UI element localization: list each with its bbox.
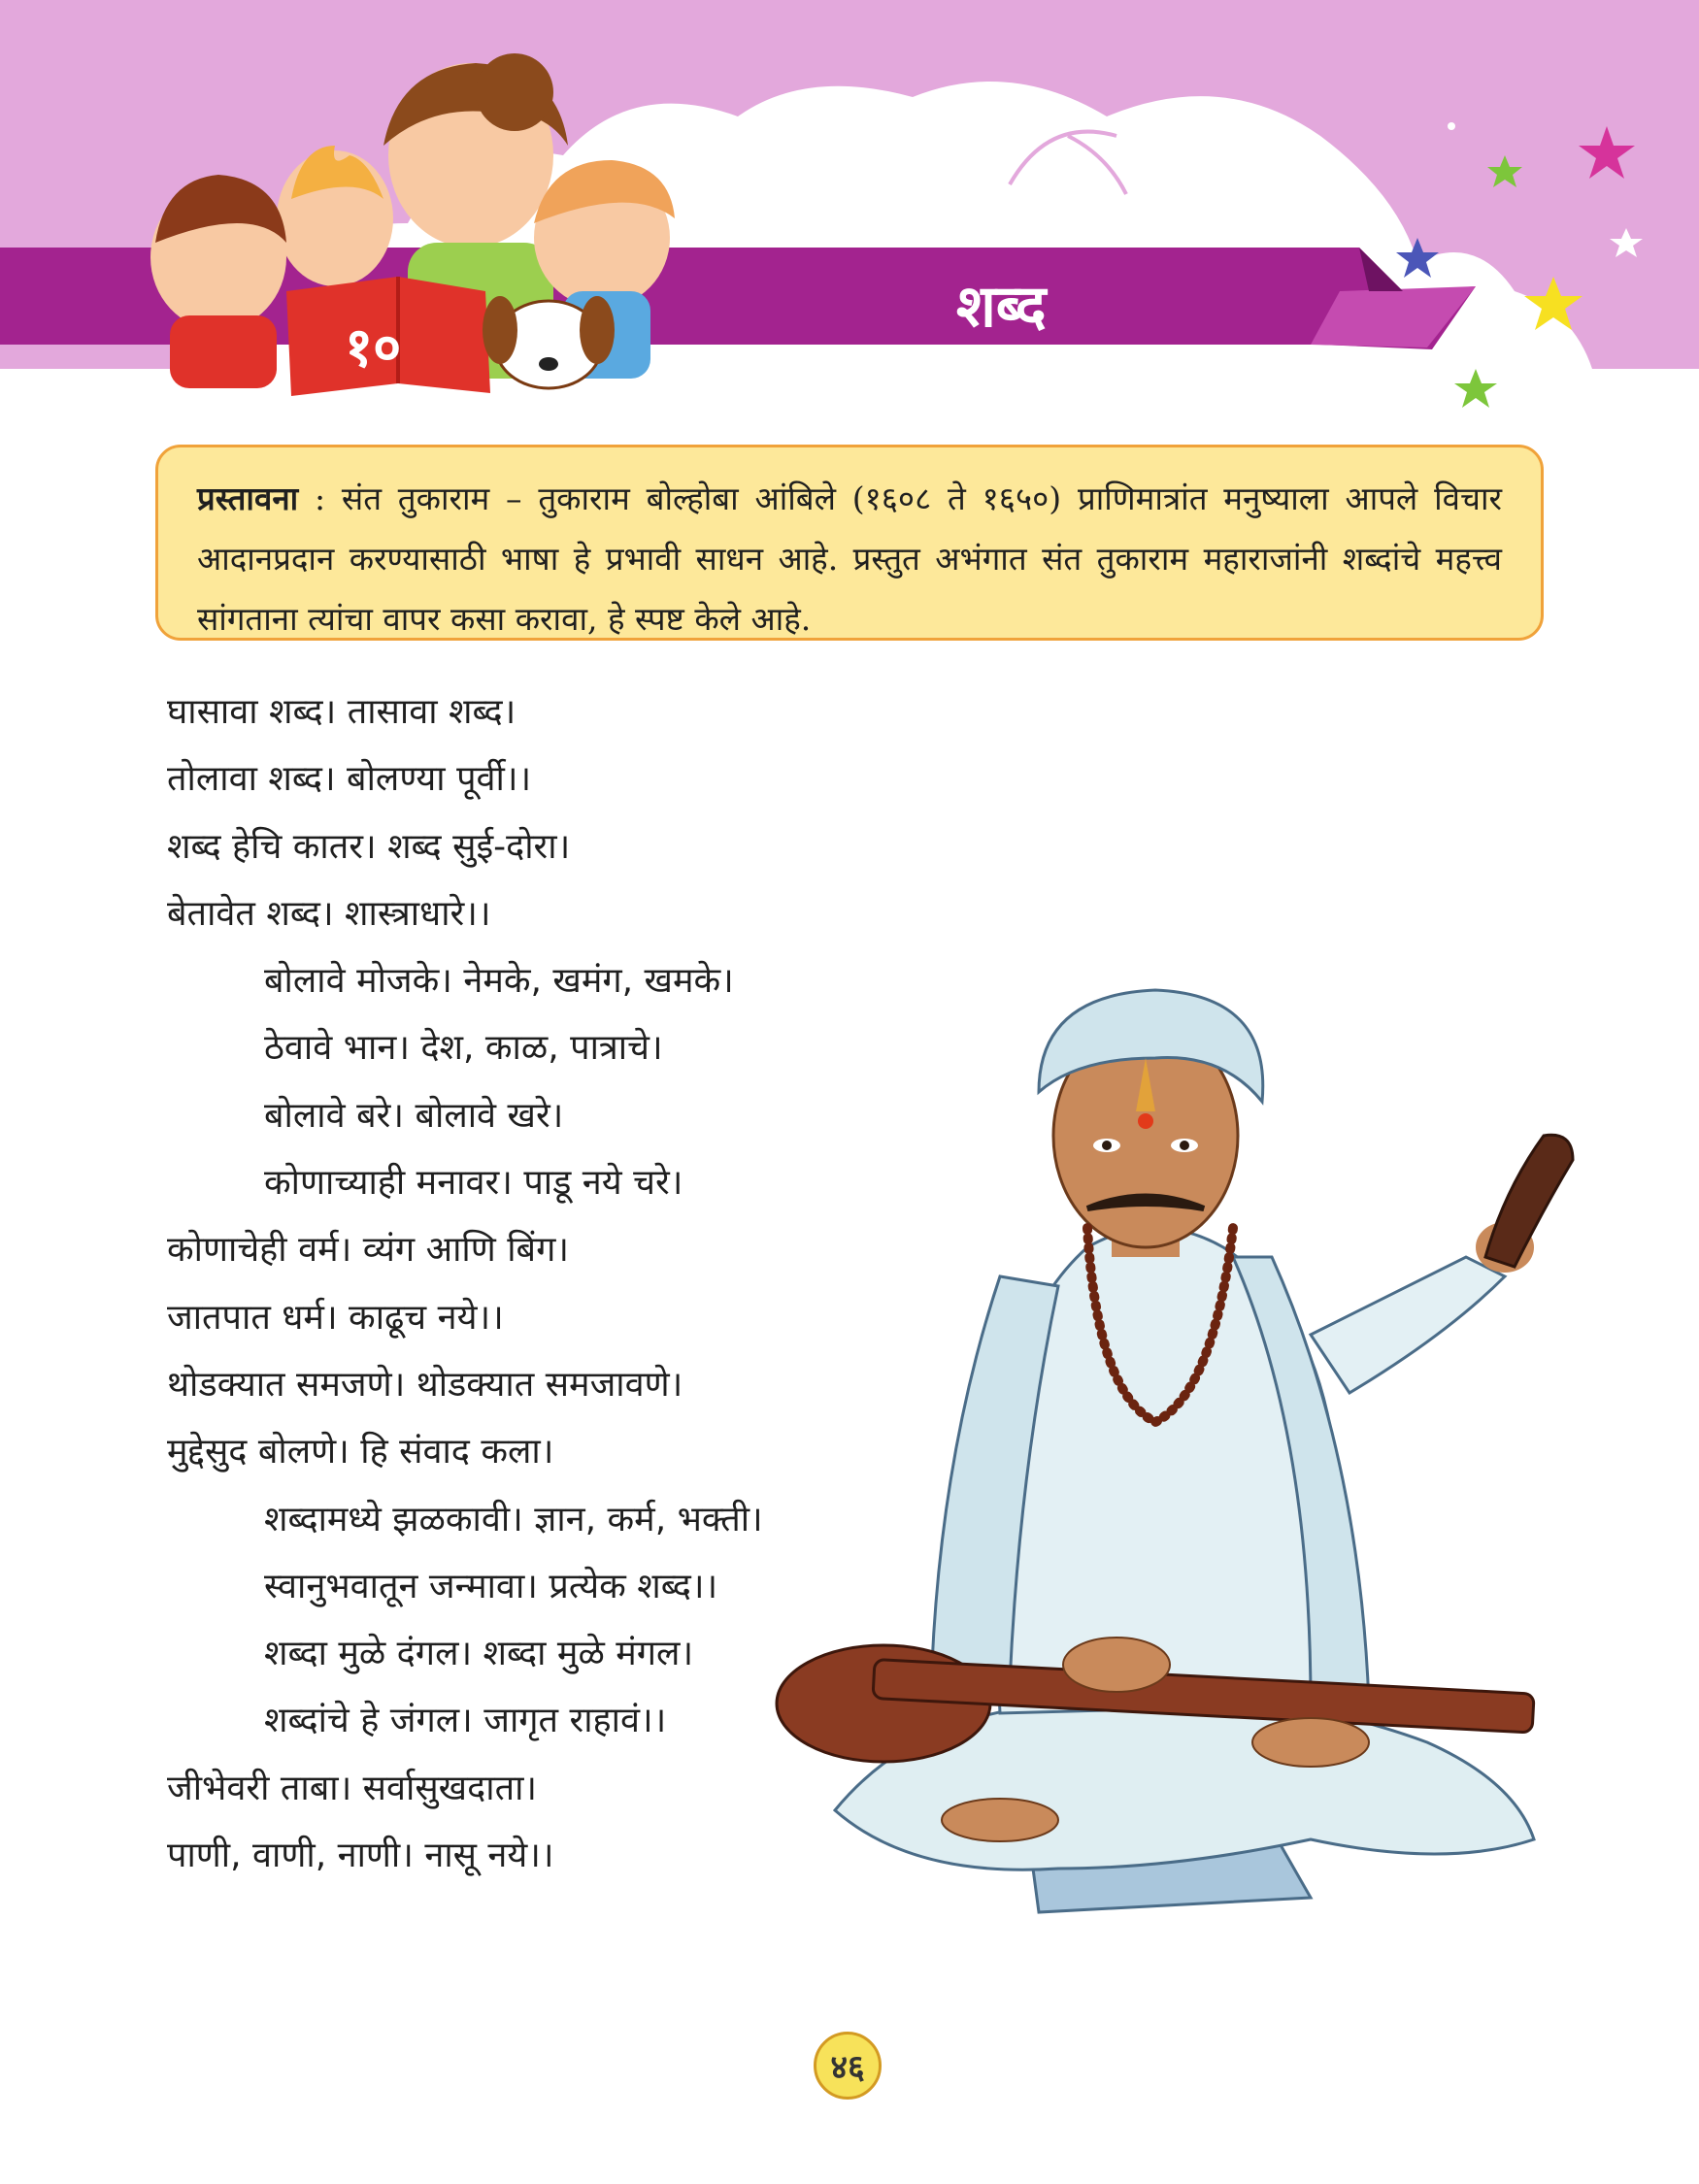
saint-tukaram-illustration — [767, 966, 1680, 1946]
poem-line: ठेवावे भान। देश, काळ, पात्राचे। — [264, 1028, 663, 1069]
poem-line: तोलावा शब्द। बोलण्या पूर्वी।। — [167, 759, 532, 800]
intro-paragraph — [197, 469, 1502, 649]
poem-line: कोणाचेही वर्म। व्यंग आणि बिंग। — [167, 1230, 569, 1271]
poem-line: बोलावे बरे। बोलावे खरे। — [264, 1095, 564, 1136]
chapter-title: शब्द — [956, 273, 1047, 341]
chapter-number: १० — [345, 315, 402, 380]
poem-line: बेतावेत शब्द। शास्त्राधारे।। — [167, 893, 491, 934]
poem-line: थोडक्यात समजणे। थोडक्यात समजावणे। — [167, 1364, 683, 1405]
poem-line: शब्दा मुळे दंगल। शब्दा मुळे मंगल। — [264, 1634, 694, 1674]
poem-line: जीभेवरी ताबा। सर्वासुखदाता। — [167, 1768, 538, 1808]
poem-line: जातपात धर्म। काढूच नये।। — [167, 1297, 504, 1338]
poem-line: शब्द हेचि कातर। शब्द सुई-दोरा। — [167, 826, 571, 867]
poem-line: बोलावे मोजके। नेमके, खमंग, खमके। — [264, 961, 734, 1002]
chapter-header — [0, 0, 1699, 456]
poem-line: मुद्देसुद बोलणे। हि संवाद कला। — [167, 1432, 554, 1473]
intro-text: संत तुकाराम – तुकाराम बोल्होबा आंबिले (१६०८ ते १६५०) प्राणिमात्रांत मनुष्याला आपले विचार आदानप्रदान करण्यासाठी भाषा हे प्रभावी साधन आहे. प्रस्तुत अभंगात संत तुकाराम महाराजांनी शब्दांचे महत्त्व सांगताना त्यांचा वापर कसा करावा, हे स्पष्ट केले आहे. — [197, 480, 1502, 638]
header-background — [0, 0, 1699, 456]
intro-separator: : — [298, 480, 342, 517]
intro-box — [155, 445, 1544, 641]
poem-line: कोणाच्याही मनावर। पाडू नये चरे। — [264, 1163, 683, 1204]
poem-line: स्वानुभवातून जन्मावा। प्रत्येक शब्द।। — [264, 1566, 718, 1606]
intro-label: प्रस्तावना — [197, 480, 299, 517]
poem-line: पाणी, वाणी, नाणी। नासू नये।। — [167, 1836, 554, 1876]
poem-line: घासावा शब्द। तासावा शब्द। — [167, 692, 516, 732]
poem-line: शब्दामध्ये झळकावी। ज्ञान, कर्म, भक्ती। — [264, 1499, 763, 1539]
poem-line: शब्दांचे हे जंगल। जागृत राहावं।। — [264, 1701, 667, 1741]
page-number: ४६ — [814, 2032, 882, 2100]
